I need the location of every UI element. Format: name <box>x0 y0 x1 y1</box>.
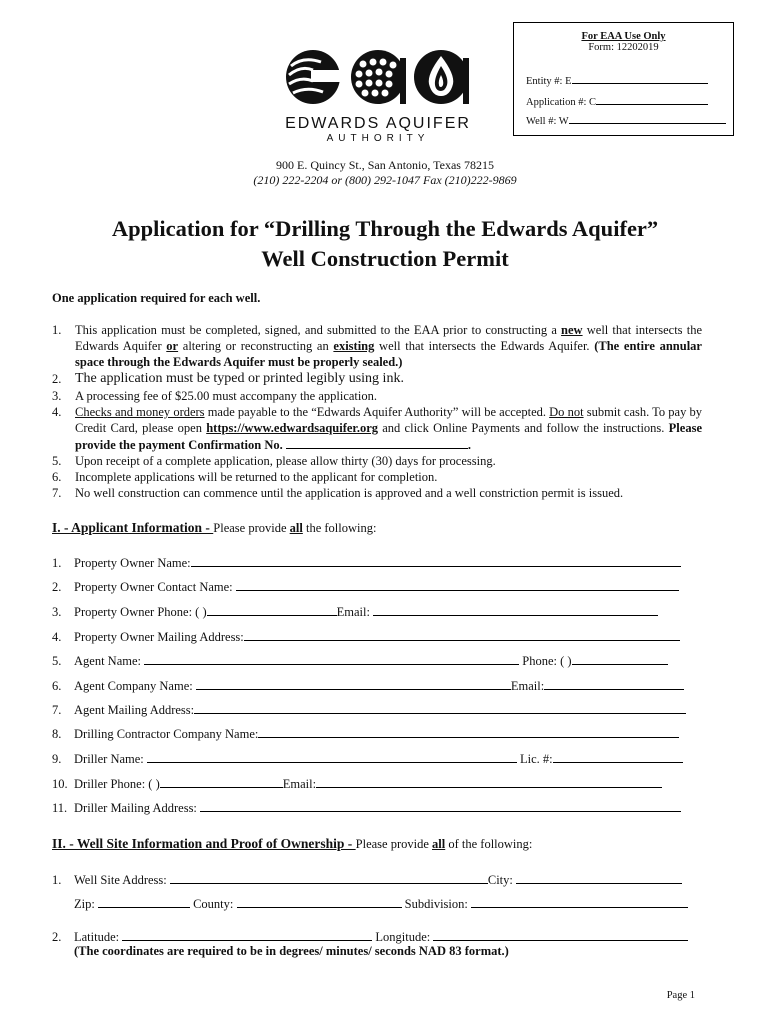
property-owner-phone-row: 3. Property Owner Phone: ( ) Email: <box>52 603 658 620</box>
agent-phone-field[interactable] <box>572 652 668 665</box>
logo-wordmark <box>283 115 473 144</box>
agent-company-field[interactable] <box>196 677 511 690</box>
street-address: 900 E. Quincy St., San Antonio, Texas 78215 <box>276 158 494 172</box>
instructions-list <box>52 322 702 501</box>
title-line1: Application for “Drilling Through the Edwards Aquifer” <box>111 216 659 241</box>
driller-mailing-field[interactable] <box>200 799 681 812</box>
instruction-2: 2. The application must be typed or printed legibly using ink. <box>52 371 404 386</box>
agent-mailing-row: 7. Agent Mailing Address: <box>52 701 686 718</box>
page-title <box>0 214 770 274</box>
zip-field[interactable] <box>98 895 190 908</box>
instruction-4: 4. Checks and money orders made payable to the “Edwards Aquifer Authority” will be accepted. Do not submit cash. To pay by Credit Card, please open https://www.edwardsaquifer.org and click Online Payments and follow the instructions. Please provide the payment Confirmation No. . <box>52 405 703 452</box>
drilling-contractor-field[interactable] <box>258 725 679 738</box>
eaa-logo-mark <box>283 48 473 106</box>
eaa-logo <box>283 48 473 144</box>
property-owner-mailing-field[interactable] <box>244 628 680 641</box>
entity-field[interactable] <box>572 71 708 84</box>
agent-company-row: 6. Agent Company Name: Email: <box>52 677 684 694</box>
instruction-6: 6. Incomplete applications will be returned to the applicant for completion. <box>52 470 438 484</box>
driller-license-field[interactable] <box>553 750 683 763</box>
county-field[interactable] <box>237 895 402 908</box>
confirmation-number-field[interactable] <box>286 436 468 449</box>
intro-note: One application required for each well. <box>52 291 261 305</box>
well-site-address-row: 1. Well Site Address: City: <box>52 871 682 888</box>
application-label: Application #: C <box>526 97 596 108</box>
driller-phone-field[interactable] <box>160 775 283 788</box>
well-row <box>526 111 726 127</box>
title-line2: Well Construction Permit <box>261 246 509 271</box>
agent-name-field[interactable] <box>144 652 519 665</box>
form-number: Form: 12202019 <box>588 42 659 53</box>
application-row <box>526 92 708 108</box>
coordinates-row: 2. Latitude: Longitude: <box>52 928 688 945</box>
payment-link[interactable]: https://www.edwardsaquifer.org <box>206 421 378 435</box>
agent-mailing-field[interactable] <box>194 701 686 714</box>
property-owner-email-field[interactable] <box>373 603 658 616</box>
eaa-use-only-box <box>513 22 734 136</box>
logo-e-glyph <box>286 50 343 104</box>
agent-email-field[interactable] <box>544 677 684 690</box>
agent-name-row: 5. Agent Name: Phone: ( ) <box>52 652 668 669</box>
subdivision-field[interactable] <box>471 895 688 908</box>
logo-name-line2: AUTHORITY <box>326 133 430 144</box>
property-owner-contact-row: 2. Property Owner Contact Name: <box>52 578 679 595</box>
entity-row <box>526 71 708 87</box>
application-field[interactable] <box>596 92 708 105</box>
eaa-use-only-header: For EAA Use Only <box>581 31 666 42</box>
well-label: Well #: W <box>526 116 569 127</box>
page-number: Page 1 <box>666 990 695 1001</box>
property-owner-name-field[interactable] <box>191 554 681 567</box>
section-2-heading: II. - Well Site Information and Proof of Ownership - Please provide all of the following: <box>52 836 533 851</box>
driller-name-field[interactable] <box>147 750 517 763</box>
driller-mailing-row: 11. Driller Mailing Address: <box>52 799 681 816</box>
longitude-field[interactable] <box>433 928 688 941</box>
logo-a-glyph <box>351 50 406 104</box>
section-1-heading: I. - Applicant Information - Please provide all the following: <box>52 520 377 535</box>
logo-drop-glyph <box>414 50 469 104</box>
instruction-7: 7. No well construction can commence until the application is approved and a well constriction permit is issued. <box>52 486 624 500</box>
logo-name-line1: EDWARDS AQUIFER <box>285 115 471 132</box>
well-site-address-field[interactable] <box>170 871 488 884</box>
zip-county-subdivision-row: Zip: County: Subdivision: <box>74 895 688 912</box>
city-field[interactable] <box>516 871 682 884</box>
property-owner-contact-field[interactable] <box>236 578 679 591</box>
latitude-field[interactable] <box>122 928 372 941</box>
property-owner-phone-field[interactable] <box>207 603 337 616</box>
coordinates-note: (The coordinates are required to be in degrees/ minutes/ seconds NAD 83 format.) <box>74 944 509 958</box>
entity-label: Entity #: E <box>526 76 572 87</box>
drilling-contractor-row: 8. Drilling Contractor Company Name: <box>52 725 679 742</box>
driller-name-row: 9. Driller Name: Lic. #: <box>52 750 683 767</box>
driller-email-field[interactable] <box>316 775 662 788</box>
instruction-3: 3. A processing fee of $25.00 must accompany the application. <box>52 389 378 403</box>
instruction-5: 5. Upon receipt of a complete application, please allow thirty (30) days for processing. <box>52 454 496 468</box>
phone-numbers: (210) 222-2204 or (800) 292-1047 Fax (210)222-9869 <box>253 173 517 187</box>
address-block <box>0 158 770 188</box>
instruction-1: 1. This application must be completed, signed, and submitted to the EAA prior to constructing a new well that intersects the Edwards Aquifer or altering or reconstructing an existing well that intersects the Edwards Aquifer. (The entire annular space through the Edwards Aquifer must be properly sealed.) <box>52 323 702 369</box>
driller-phone-row: 10. Driller Phone: ( ) Email: <box>52 775 662 792</box>
well-field[interactable] <box>569 111 726 124</box>
property-owner-name-row: 1. Property Owner Name: <box>52 554 681 571</box>
property-owner-mailing-row: 4. Property Owner Mailing Address: <box>52 628 680 645</box>
